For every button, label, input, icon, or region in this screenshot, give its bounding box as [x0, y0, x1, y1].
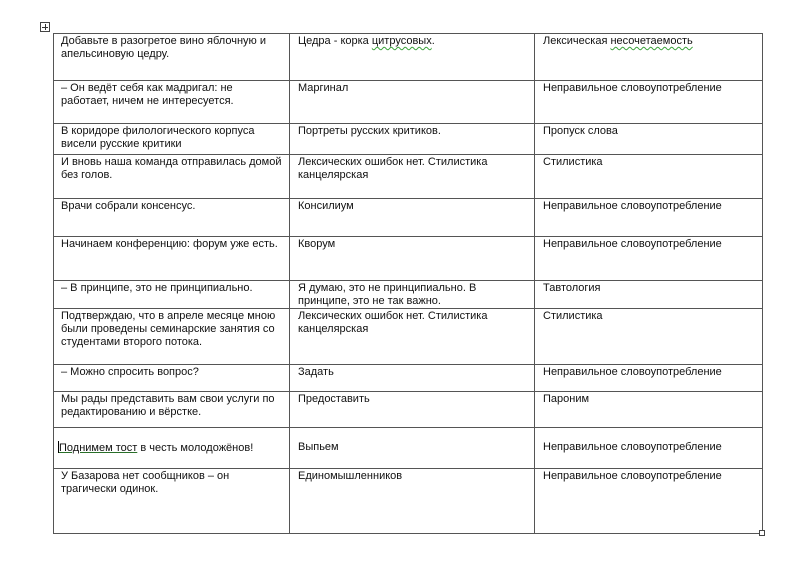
sentence-cell[interactable]: Мы рады представить вам свои услуги по редактированию и вёрстке.: [54, 392, 290, 428]
table-row: [54, 237, 763, 281]
table-row: [54, 124, 763, 155]
error-type-cell[interactable]: Пароним: [535, 392, 763, 428]
table-row: [54, 281, 763, 309]
table-row: [54, 365, 763, 392]
sentence-cell[interactable]: Врачи собрали консенсус.: [54, 199, 290, 237]
table-row: [54, 309, 763, 365]
error-type-cell[interactable]: Стилистика: [535, 309, 763, 365]
sentence-cell[interactable]: У Базарова нет сообщников – он трагически одинок.: [54, 469, 290, 534]
error-type-cell[interactable]: Неправильное словоупотребление: [535, 81, 763, 124]
table-row: [54, 199, 763, 237]
table-row: [54, 34, 763, 81]
table-row: [54, 155, 763, 199]
correction-cell[interactable]: Портреты русских критиков.: [290, 124, 535, 155]
error-type-cell[interactable]: Тавтология: [535, 281, 763, 309]
correction-cell[interactable]: Задать: [290, 365, 535, 392]
error-type-cell[interactable]: Неправильное словоупотребление: [535, 237, 763, 281]
table-row: [54, 81, 763, 124]
sentence-cell[interactable]: – Он ведёт себя как мадригал: не работает, ничем не интересуется.: [54, 81, 290, 124]
correction-cell[interactable]: Я думаю, это не принципиально. В принципе, это не так важно.: [290, 281, 535, 309]
error-type-cell[interactable]: Неправильное словоупотребление: [535, 428, 763, 469]
correction-cell[interactable]: Выпьем: [290, 428, 535, 469]
sentence-cell[interactable]: Добавьте в разогретое вино яблочную и апельсиновую цедру.: [54, 34, 290, 81]
sentence-cell[interactable]: Начинаем конференцию: форум уже есть.: [54, 237, 290, 281]
correction-cell[interactable]: Предоставить: [290, 392, 535, 428]
grammar-underline: Поднимем тост: [59, 442, 138, 454]
correction-cell[interactable]: Лексических ошибок нет. Стилистика канцелярская: [290, 155, 535, 199]
table-row: [54, 392, 763, 428]
error-type-cell[interactable]: Пропуск слова: [535, 124, 763, 155]
lexical-errors-table: [53, 33, 763, 534]
correction-cell[interactable]: Консилиум: [290, 199, 535, 237]
sentence-cell[interactable]: – В принципе, это не принципиально.: [54, 281, 290, 309]
sentence-cell[interactable]: Поднимем тост в честь молодожёнов!: [54, 428, 290, 469]
sentence-cell[interactable]: – Можно спросить вопрос?: [54, 365, 290, 392]
error-type-cell[interactable]: Лексическая несочетаемость: [535, 34, 763, 81]
spellcheck-underline: несочетаемость: [610, 35, 693, 47]
spellcheck-underline: цитрусовых: [371, 35, 432, 47]
table-row: [54, 469, 763, 534]
correction-cell[interactable]: Кворум: [290, 237, 535, 281]
table-resize-handle-icon[interactable]: [759, 530, 765, 536]
error-type-cell[interactable]: Стилистика: [535, 155, 763, 199]
correction-cell[interactable]: Единомышленников: [290, 469, 535, 534]
correction-cell[interactable]: Маргинал: [290, 81, 535, 124]
table-row: [54, 428, 763, 469]
correction-cell[interactable]: Лексических ошибок нет. Стилистика канцелярская: [290, 309, 535, 365]
sentence-cell[interactable]: В коридоре филологического корпуса висели русские критики: [54, 124, 290, 155]
error-type-cell[interactable]: Неправильное словоупотребление: [535, 199, 763, 237]
correction-cell[interactable]: Цедра - корка цитрусовых.: [290, 34, 535, 81]
table-move-handle-icon[interactable]: [40, 22, 50, 32]
sentence-cell[interactable]: И вновь наша команда отправилась домой без голов.: [54, 155, 290, 199]
error-type-cell[interactable]: Неправильное словоупотребление: [535, 365, 763, 392]
error-type-cell[interactable]: Неправильное словоупотребление: [535, 469, 763, 534]
sentence-cell[interactable]: Подтверждаю, что в апреле месяце мною были проведены семинарские занятия со студентами второго потока.: [54, 309, 290, 365]
